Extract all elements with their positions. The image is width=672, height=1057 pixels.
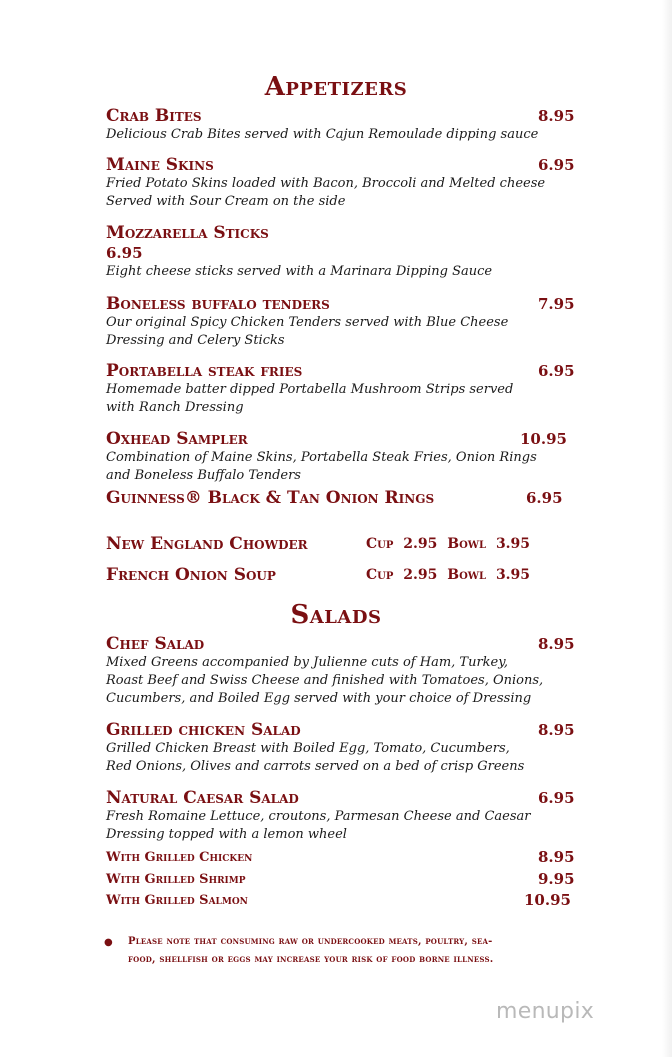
bowl-label: Bowl — [447, 567, 487, 583]
item-price: 6.95 — [538, 789, 575, 807]
item-description: Combination of Maine Skins, Portabella Steak Fries, Onion Rings — [106, 450, 537, 465]
item-description: with Ranch Dressing — [106, 400, 244, 415]
soup-name: New England Chowder — [106, 534, 308, 554]
soup-name: French Onion Soup — [106, 565, 276, 585]
item-name: Natural Caesar Salad — [106, 788, 299, 808]
item-description: Mixed Greens accompanied by Julienne cuts of Ham, Turkey, — [106, 655, 508, 670]
item-description: Cucumbers, and Boiled Egg served with your choice of Dressing — [106, 691, 532, 706]
menu-item-maine-skins — [106, 155, 574, 211]
salad-addon-label: With Grilled Chicken — [106, 850, 253, 865]
soup-sizes — [366, 567, 535, 583]
menu-item-onion-rings — [106, 488, 574, 508]
item-description: Fried Potato Skins loaded with Bacon, Broccoli and Melted cheese — [106, 176, 546, 191]
item-description: Roast Beef and Swiss Cheese and finished with Tomatoes, Onions, — [106, 673, 544, 688]
menu-item-boneless-buffalo-tenders — [106, 294, 574, 350]
bowl-label: Bowl — [447, 536, 487, 552]
menu-item-chef-salad — [106, 634, 574, 708]
item-description: Our original Spicy Chicken Tenders served with Blue Cheese — [106, 315, 509, 330]
appetizers-heading: Appetizers — [264, 72, 408, 102]
item-description: Homemade batter dipped Portabella Mushroom Strips served — [106, 382, 514, 397]
item-description: and Boneless Buffalo Tenders — [106, 468, 301, 483]
menu-item-natural-caesar-salad — [106, 788, 574, 844]
menu-item-mozzarella-sticks — [106, 223, 574, 281]
item-price: 6.95 — [538, 156, 575, 174]
item-name: Portabella steak fries — [106, 361, 303, 381]
menu-item-oxhead-sampler — [106, 429, 574, 485]
item-description: Grilled Chicken Breast with Boiled Egg, Tomato, Cucumbers, — [106, 741, 510, 756]
item-price: 7.95 — [538, 295, 575, 313]
item-description: Delicious Crab Bites served with Cajun Remoulade dipping sauce — [106, 127, 539, 142]
salad-addon-price: 10.95 — [524, 891, 571, 909]
salad-addon-label: With Grilled Shrimp — [106, 872, 246, 887]
note-line: Please note that consuming raw or undercooked meats, poultry, sea- — [128, 936, 493, 947]
item-name: Boneless buffalo tenders — [106, 294, 330, 314]
item-description: Dressing and Celery Sticks — [106, 333, 285, 348]
item-name: Guinness® Black & Tan Onion Rings — [106, 488, 435, 508]
page-edge-shadow — [662, 0, 672, 1057]
cup-price: 2.95 — [403, 567, 438, 583]
salad-addon-price: 9.95 — [538, 870, 575, 888]
cup-price: 2.95 — [403, 536, 438, 552]
cup-label: Cup — [366, 536, 394, 552]
salad-addon-price: 8.95 — [538, 848, 575, 866]
note-line: food, shellfish or eggs may increase your risk of food borne illness. — [128, 954, 494, 965]
item-price: 8.95 — [538, 107, 575, 125]
salads-heading: Salads — [290, 600, 382, 630]
bowl-price: 3.95 — [495, 567, 531, 583]
item-description: Served with Sour Cream on the side — [106, 194, 346, 209]
item-price: 10.95 — [520, 430, 567, 448]
item-price: 6.95 — [538, 362, 575, 380]
item-description: Fresh Romaine Lettuce, croutons, Parmesan Cheese and Caesar — [106, 809, 531, 824]
item-description: Eight cheese sticks served with a Marinara Dipping Sauce — [106, 264, 493, 279]
item-price: 8.95 — [538, 635, 575, 653]
cup-label: Cup — [366, 567, 394, 583]
item-name: Oxhead Sampler — [106, 429, 248, 449]
item-name: Chef Salad — [106, 634, 205, 654]
menu-item-portabella-steak-fries — [106, 361, 574, 417]
bullet-icon: ● — [104, 937, 113, 948]
item-name: Crab Bites — [106, 106, 202, 126]
item-description: Red Onions, Olives and carrots served on a bed of crisp Greens — [106, 759, 525, 774]
item-price: 6.95 — [526, 489, 563, 507]
item-name: Mozzarella Sticks — [106, 223, 269, 243]
item-price: 8.95 — [538, 721, 575, 739]
menu-item-crab-bites — [106, 106, 574, 144]
bowl-price: 3.95 — [495, 536, 531, 552]
item-name: Maine Skins — [106, 155, 214, 175]
item-name: Grilled chicken Salad — [106, 720, 301, 740]
soup-sizes — [366, 536, 535, 552]
item-description: Dressing topped with a lemon wheel — [106, 827, 347, 842]
salad-addon-label: With Grilled Salmon — [106, 893, 248, 908]
menupix-watermark: menupix — [496, 999, 595, 1024]
menu-item-grilled-chicken-salad — [106, 720, 574, 776]
item-price: 6.95 — [106, 244, 143, 262]
food-safety-note — [128, 933, 583, 969]
